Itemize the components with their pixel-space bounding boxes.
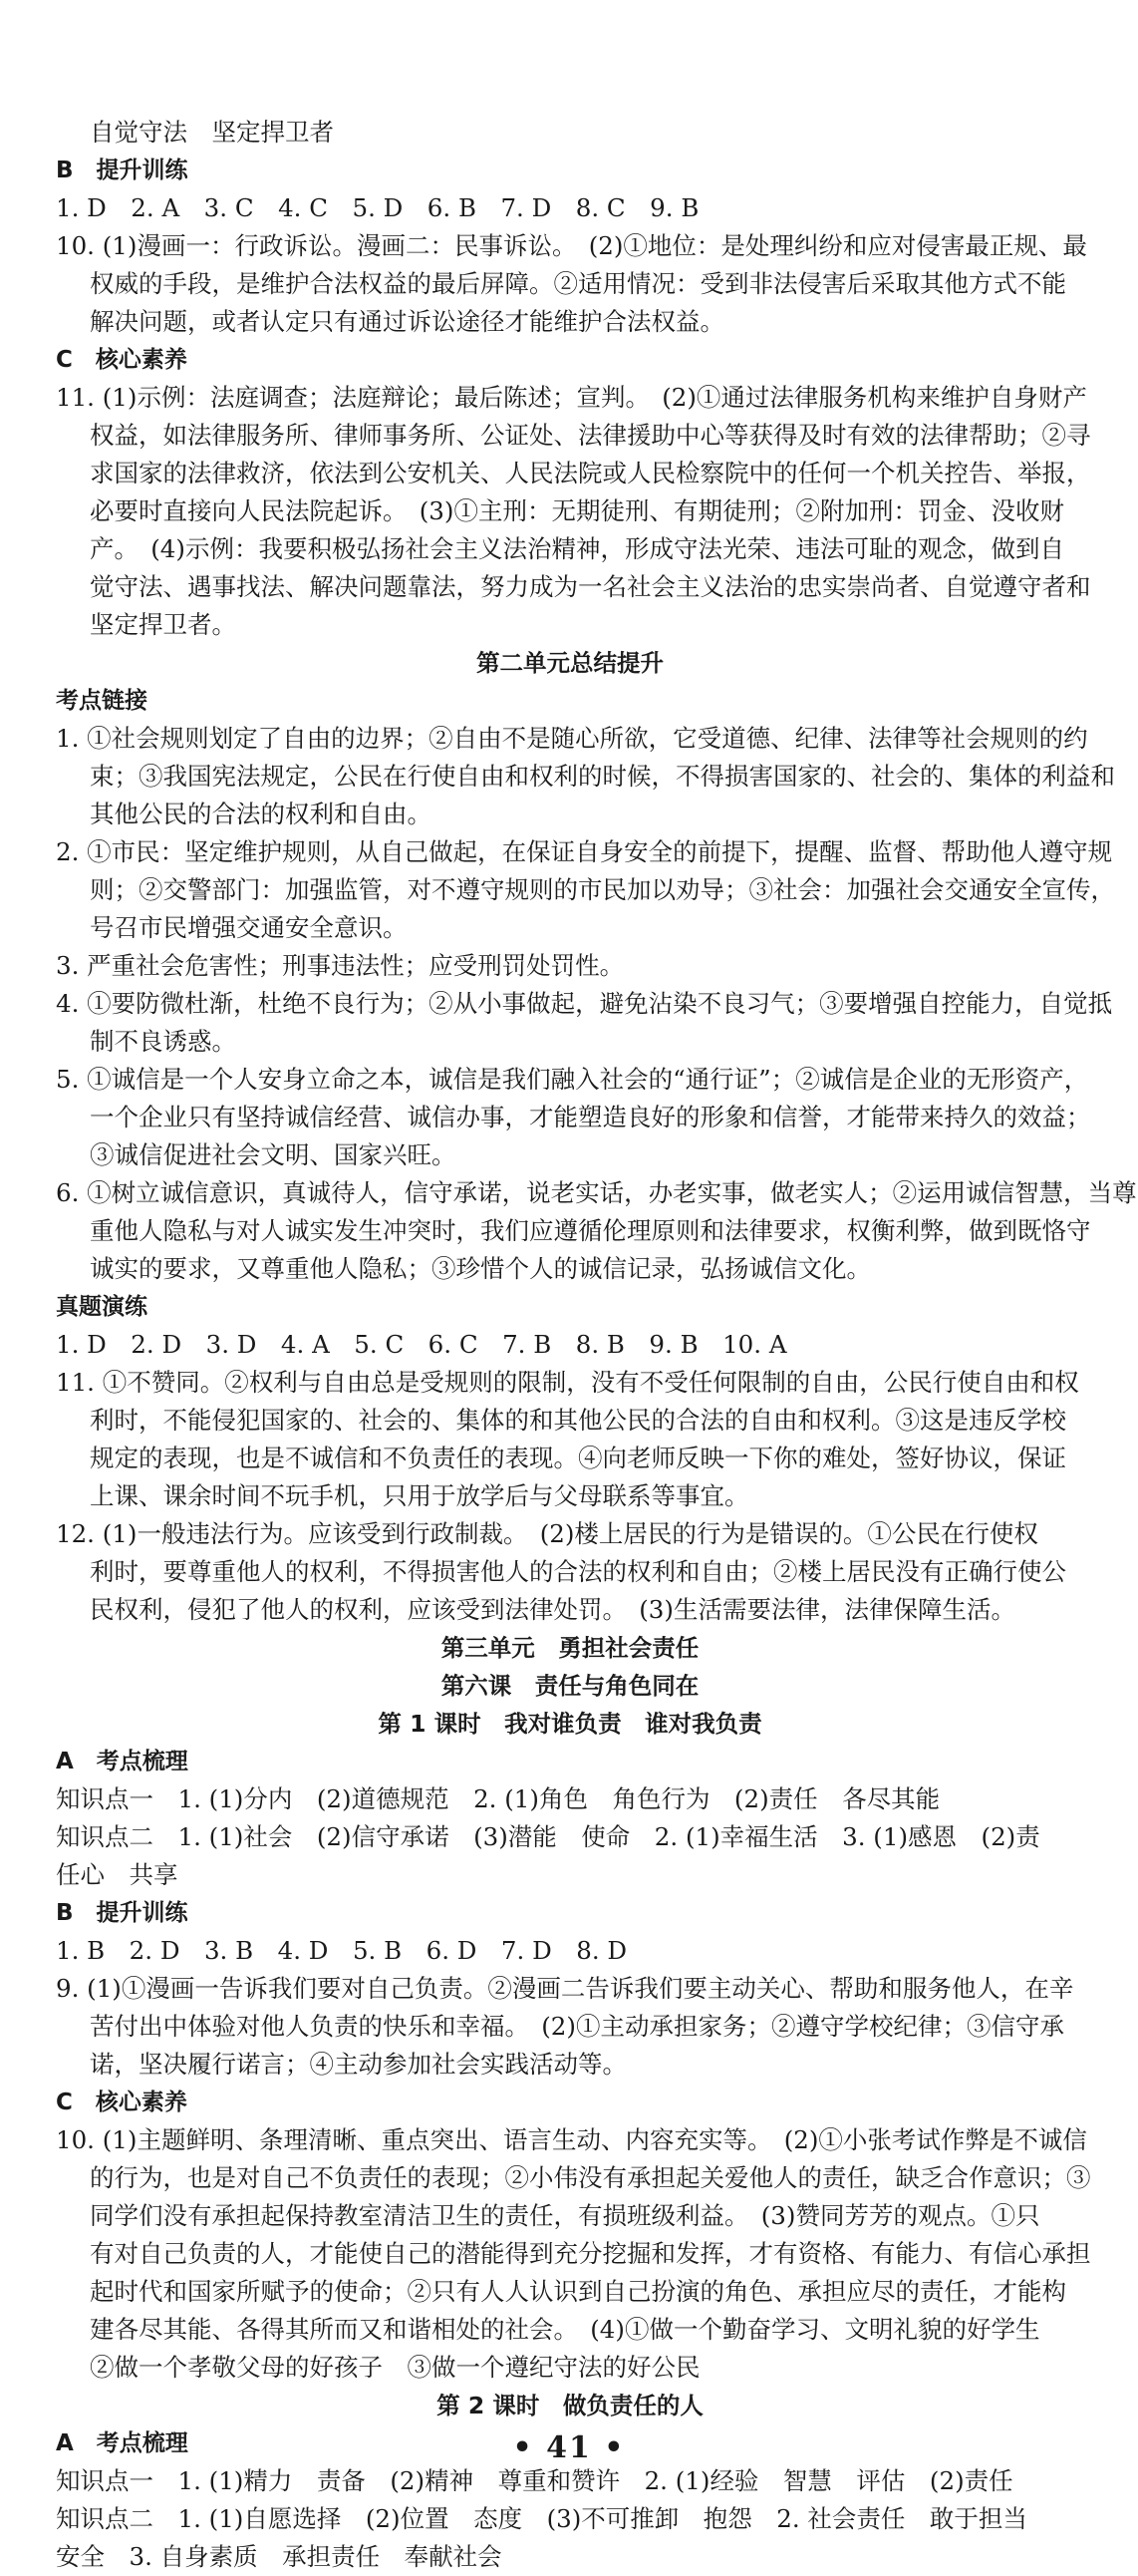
answer-line: 起时代和国家所赋予的使命；②只有人人认识到自己扮演的角色、承担应尽的责任，才能构	[90, 2277, 1066, 2306]
answer-line: 12. (1)一般违法行为。应该受到行政制裁。 (2)楼上居民的行为是错误的。①公民在行使权	[56, 1519, 1038, 1548]
answer-line: 5. ①诚信是一个人安身立命之本，诚信是我们融入社会的“通行证”；②诚信是企业的无形资产，	[56, 1065, 1089, 1094]
answer-line: 规定的表现，也是不诚信和不负责任的表现。④向老师反映一下你的难处，签好协议，保证	[90, 1444, 1066, 1472]
answer-line: 11. (1)示例：法庭调查；法庭辩论；最后陈述；宣判。 (2)①通过法律服务机构来维护自身财产	[56, 383, 1087, 412]
answer-line: 其他公民的合法的权利和自由。	[90, 800, 431, 828]
section-heading: C 核心素养	[56, 347, 187, 373]
answer-line: 诺，坚决履行诺言；④主动参加社会实践活动等。	[90, 2050, 627, 2079]
answer-line: 1. D 2. D 3. D 4. A 5. C 6. C 7. B 8. B 9. B 10. A	[56, 1330, 787, 1359]
answer-line: 产。 (4)示例：我要积极弘扬社会主义法治精神，形成守法光荣、违法可耻的观念，做到自	[90, 534, 1064, 563]
lesson-title: 第二单元总结提升	[476, 649, 664, 677]
answer-line: ③诚信促进社会文明、国家兴旺。	[90, 1140, 456, 1169]
answer-line: 觉守法、遇事找法、解决问题靠法，努力成为一名社会主义法治的忠实崇尚者、自觉遵守者和	[90, 572, 1091, 601]
page-number: • 41 •	[512, 2430, 626, 2465]
answer-line: 则；②交警部门：加强监管，对不遵守规则的市民加以劝导；③社会：加强社会交通安全宣传，	[90, 875, 1115, 904]
answer-line: 制不良诱惑。	[90, 1027, 236, 1056]
section-heading: A 考点梳理	[56, 1749, 188, 1774]
answer-line: 诚实的要求，又尊重他人隐私；③珍惜个人的诚信记录，弘扬诚信文化。	[90, 1254, 871, 1283]
answer-line: 11. ①不赞同。②权利与自由总是受规则的限制，没有不受任何限制的自由，公民行使自由和权	[56, 1368, 1079, 1397]
answer-line: 安全 3. 自身素质 承担责任 奉献社会	[56, 2542, 502, 2571]
section-heading: A 考点梳理	[56, 2430, 188, 2456]
answer-line: 同学们没有承担起保持教室清洁卫生的责任，有损班级利益。 (3)赞同芳芳的观点。①只	[90, 2201, 1040, 2230]
answer-line: 9. (1)①漫画一告诉我们要对自己负责。②漫画二告诉我们要主动关心、帮助和服务他人，在辛	[56, 1974, 1074, 2003]
answer-line: 建各尽其能、各得其所而又和谐相处的社会。 (4)①做一个勤奋学习、文明礼貌的好学生	[90, 2315, 1040, 2344]
answer-line: 4. ①要防微杜渐，杜绝不良行为；②从小事做起，避免沾染不良习气；③要增强自控能力，自觉抵	[56, 989, 1113, 1018]
answer-line: 1. D 2. A 3. C 4. C 5. D 6. B 7. D 8. C 9. B	[56, 193, 700, 222]
answer-line: 知识点一 1. (1)精力 责备 (2)精神 尊重和赞许 2. (1)经验 智慧 评估 (2)责任	[56, 2466, 1013, 2495]
answer-line: 2. ①市民：坚定维护规则，从自己做起，在保证自身安全的前提下，提醒、监督、帮助他人遵守规	[56, 837, 1113, 866]
answer-line: 利时，要尊重他人的权利，不得损害他人的合法的权利和自由；②楼上居民没有正确行使公	[90, 1557, 1066, 1586]
answer-line: 10. (1)主题鲜明、条理清晰、重点突出、语言生动、内容充实等。 (2)①小张考试作弊是不诚信	[56, 2125, 1087, 2154]
answer-line: ②做一个孝敬父母的好孩子 ③做一个遵纪守法的好公民	[90, 2353, 701, 2382]
lesson-title: 第六课 责任与角色同在	[440, 1672, 700, 1700]
answer-line: 任心 共享	[56, 1860, 178, 1889]
answer-line: 知识点二 1. (1)自愿选择 (2)位置 态度 (3)不可推卸 抱怨 2. 社会责任 敢于担当	[56, 2504, 1027, 2533]
answer-line: 坚定捍卫者。	[90, 610, 236, 639]
section-heading: 考点链接	[56, 688, 147, 714]
section-heading: B 提升训练	[56, 1900, 188, 1926]
answer-line: 民权利，侵犯了他人的权利，应该受到法律处罚。 (3)生活需要法律，法律保障生活。	[90, 1595, 1015, 1624]
answer-line: 解决问题，或者认定只有通过诉讼途径才能维护合法权益。	[90, 307, 724, 336]
answer-line: 重他人隐私与对人诚实发生冲突时，我们应遵循伦理原则和法律要求，权衡利弊，做到既恪守	[90, 1216, 1091, 1245]
answer-line: 一个企业只有坚持诚信经营、诚信办事，才能塑造良好的形象和信誉，才能带来持久的效益；	[90, 1103, 1091, 1131]
answer-line: 权威的手段，是维护合法权益的最后屏障。②适用情况：受到非法侵害后采取其他方式不能	[90, 269, 1066, 298]
text-block	[56, 114, 1137, 2576]
section-heading: B 提升训练	[56, 158, 188, 183]
lesson-title: 第 2 课时 做负责任的人	[436, 2392, 704, 2419]
answer-line: 权益，如法律服务所、律师事务所、公证处、法律援助中心等获得及时有效的法律帮助；②寻	[90, 421, 1091, 450]
answer-line: 求国家的法律救济，依法到公安机关、人民法院或人民检察院中的任何一个机关控告、举报，	[90, 459, 1091, 487]
answer-line: 号召市民增强交通安全意识。	[90, 913, 408, 942]
answer-line: 10. (1)漫画一：行政诉讼。漫画二：民事诉讼。 (2)①地位：是处理纠纷和应对侵害最正规、最	[56, 231, 1087, 260]
lesson-title: 第 1 课时 我对谁负责 谁对我负责	[378, 1710, 762, 1738]
answer-line: 6. ①树立诚信意识，真诚待人，信守承诺，说老实话，办老实事，做老实人；②运用诚信智慧，当尊	[56, 1178, 1137, 1207]
answer-line: 苦付出中体验对他人负责的快乐和幸福。 (2)①主动承担家务；②遵守学校纪律；③信守承	[90, 2012, 1064, 2041]
answer-line: 自觉守法 坚定捍卫者	[90, 118, 334, 147]
answer-line: 知识点二 1. (1)社会 (2)信守承诺 (3)潜能 使命 2. (1)幸福生活 3. (1)感恩 (2)责	[56, 1822, 1040, 1851]
answer-line: 的行为，也是对自己不负责任的表现；②小伟没有承担起关爱他人的责任，缺乏合作意识；③	[90, 2163, 1091, 2192]
answer-line: 知识点一 1. (1)分内 (2)道德规范 2. (1)角色 角色行为 (2)责任 各尽其能	[56, 1784, 941, 1813]
section-heading: C 核心素养	[56, 2090, 187, 2115]
answer-line: 1. B 2. D 3. B 4. D 5. B 6. D 7. D 8. D	[56, 1936, 628, 1965]
answer-line: 1. ①社会规则划定了自由的边界；②自由不是随心所欲，它受道德、纪律、法律等社会规则的约	[56, 724, 1088, 753]
answer-line: 有对自己负责的人，才能使自己的潜能得到充分挖掘和发挥，才有资格、有能力、有信心承担	[90, 2239, 1091, 2268]
lesson-title: 第三单元 勇担社会责任	[440, 1634, 700, 1662]
answer-line: 必要时直接向人民法院起诉。 (3)①主刑：无期徒刑、有期徒刑；②附加刑：罚金、没收财	[90, 496, 1064, 525]
section-heading: 真题演练	[56, 1294, 147, 1320]
answer-line: 利时，不能侵犯国家的、社会的、集体的和其他公民的合法的自由和权利。③这是违反学校	[90, 1406, 1066, 1435]
answer-line: 束；③我国宪法规定，公民在行使自由和权利的时候，不得损害国家的、社会的、集体的利益和	[90, 762, 1115, 791]
answer-line: 上课、课余时间不玩手机，只用于放学后与父母联系等事宜。	[90, 1481, 749, 1510]
answer-line: 3. 严重社会危害性；刑事违法性；应受刑罚处罚性。	[56, 951, 625, 980]
